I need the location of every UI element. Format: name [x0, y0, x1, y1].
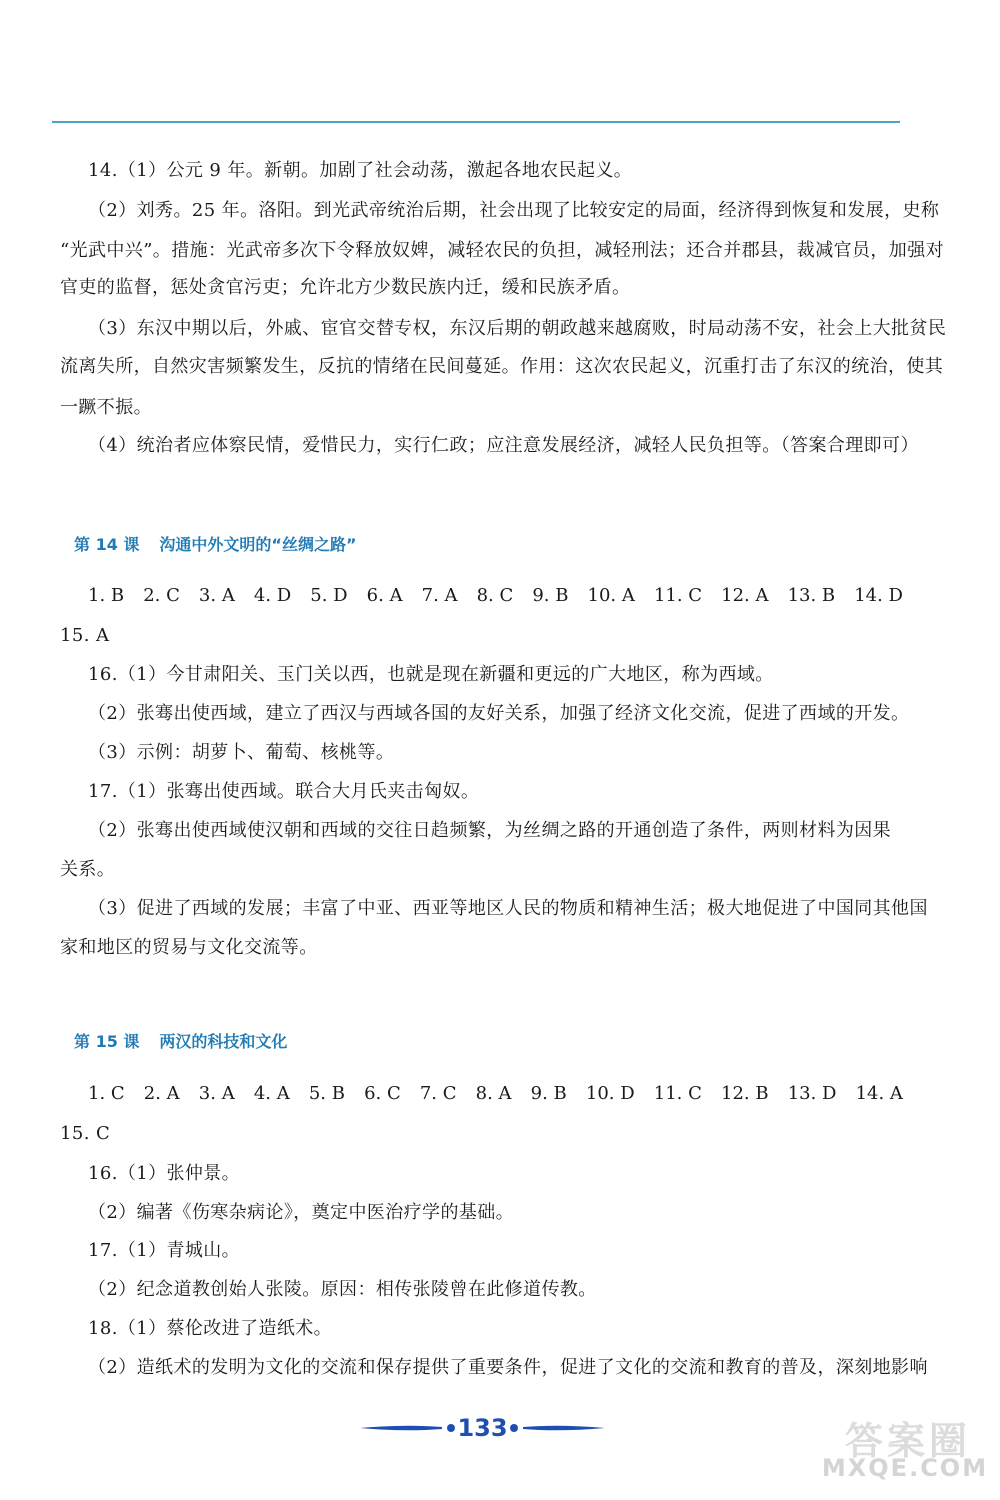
top-rule	[52, 121, 900, 123]
answer-item: 3. A	[198, 1083, 235, 1104]
answer-item: 14. A	[855, 1083, 903, 1104]
lesson15-answer-row	[88, 1076, 903, 1112]
answer-item: 9. B	[532, 585, 569, 606]
answer-item: 10. A	[587, 585, 635, 606]
answer-item: 12. A	[721, 585, 769, 606]
answer-item: 14. D	[854, 585, 903, 606]
answer-item: 6. C	[364, 1083, 401, 1104]
lesson14-q16-part2: （2）张骞出使西域，建立了西汉与西域各国的友好关系，加强了经济文化交流，促进了西域的开发。	[88, 703, 910, 724]
lesson15-q17-part1: 17.（1）青城山。	[88, 1240, 241, 1261]
answer-item: 5. B	[308, 1083, 345, 1104]
lesson14-answer-15: 15. A	[60, 625, 110, 646]
answer-item: 3. A	[198, 585, 235, 606]
answer-item: 11. C	[653, 1083, 702, 1104]
lesson14-heading	[74, 530, 356, 560]
q14-part3-line1: （3）东汉中期以后，外戚、宦官交替专权，东汉后期的朝政越来越腐败，时局动荡不安，社会上大批贫民	[88, 318, 947, 339]
lesson14-label: 第 14 课	[74, 535, 140, 554]
answer-item: 7. C	[419, 1083, 457, 1104]
lesson14-q17-part2-line2: 关系。	[60, 859, 116, 880]
answer-item: 1. C	[88, 1083, 125, 1104]
answer-item: 2. C	[143, 585, 180, 606]
lesson14-q17-part3-line2: 家和地区的贸易与文化交流等。	[60, 937, 318, 958]
answer-item: 13. D	[787, 1083, 837, 1104]
answer-item: 9. B	[530, 1083, 567, 1104]
q14-part3-line2: 流离失所，自然灾害频繁发生，反抗的情绪在民间蔓延。作用：这次农民起义，沉重打击了东汉的统治，使其	[60, 356, 944, 377]
q14-part1: 14.（1）公元 9 年。新朝。加剧了社会动荡，激起各地农民起义。	[88, 160, 633, 181]
answer-item: 4. D	[253, 585, 292, 606]
answer-item: 6. A	[366, 585, 403, 606]
q14-part3-line3: 一蹶不振。	[60, 397, 152, 418]
lesson15-q16-part2: （2）编著《伤寒杂病论》，奠定中医治疗学的基础。	[88, 1202, 515, 1223]
watermark-logo: 答案圈	[844, 1419, 971, 1463]
answer-item: 12. B	[721, 1083, 769, 1104]
q14-part2-line2: “光武中兴”。措施：光武帝多次下令释放奴婢，减轻农民的负担，减轻刑法；还合并郡县，裁减官员，加强对	[60, 240, 944, 261]
answer-item: 4. A	[253, 1083, 290, 1104]
lesson15-label: 第 15 课	[74, 1032, 140, 1051]
q14-part4: （4）统治者应体察民情，爱惜民力，实行仁政；应注意发展经济，减轻人民负担等。（答案合理即可）	[88, 435, 919, 456]
lesson14-q17-part2-line1: （2）张骞出使西域使汉朝和西域的交往日趋频繁，为丝绸之路的开通创造了条件，两则材料为因果	[88, 820, 892, 841]
lesson14-q16-part3: （3）示例：胡萝卜、葡萄、核桃等。	[88, 742, 395, 763]
lesson15-q18-part2: （2）造纸术的发明为文化的交流和保存提供了重要条件，促进了文化的交流和教育的普及，深刻地影响	[88, 1357, 928, 1378]
answer-item: 2. A	[143, 1083, 180, 1104]
lesson14-q17-part1: 17.（1）张骞出使西域。联合大月氏夹击匈奴。	[88, 781, 480, 802]
lesson15-q17-part2: （2）纪念道教创始人张陵。原因：相传张陵曾在此修道传教。	[88, 1279, 597, 1300]
lesson14-q16-part1: 16.（1）今甘肃阳关、玉门关以西，也就是现在新疆和更远的广大地区，称为西域。	[88, 664, 774, 685]
answer-item: 13. B	[787, 585, 836, 606]
answer-item: 5. D	[310, 585, 348, 606]
answer-item: 8. A	[475, 1083, 512, 1104]
q14-part2-line1: （2）刘秀。25 年。洛阳。到光武帝统治后期，社会出现了比较安定的局面，经济得到恢复和发展，史称	[88, 200, 940, 221]
lesson14-title: 沟通中外文明的“丝绸之路”	[159, 535, 357, 554]
lesson15-answer-15: 15. C	[60, 1123, 111, 1144]
answer-item: 8. C	[476, 585, 514, 606]
answer-item: 1. B	[88, 585, 125, 606]
lesson14-answer-row	[88, 578, 903, 614]
watermark	[820, 1410, 990, 1490]
lesson15-q16-part1: 16.（1）张仲景。	[88, 1163, 241, 1184]
page-footer	[360, 1408, 605, 1448]
answer-item: 11. C	[653, 585, 703, 606]
q14-part2-line3: 官吏的监督，惩处贪官污吏；允许北方少数民族内迁，缓和民族矛盾。	[60, 277, 631, 298]
answer-item: 10. D	[585, 1083, 635, 1104]
lesson15-heading	[74, 1027, 287, 1057]
watermark-site: MXQE.COM	[821, 1454, 989, 1482]
lesson15-q18-part1: 18.（1）蔡伦改进了造纸术。	[88, 1318, 333, 1339]
lesson14-q17-part3-line1: （3）促进了西域的发展；丰富了中亚、西亚等地区人民的物质和精神生活；极大地促进了中国同其他国	[88, 898, 928, 919]
lesson15-title: 两汉的科技和文化	[159, 1032, 288, 1051]
answer-item: 7. A	[421, 585, 458, 606]
page-number: 133	[457, 1414, 508, 1442]
